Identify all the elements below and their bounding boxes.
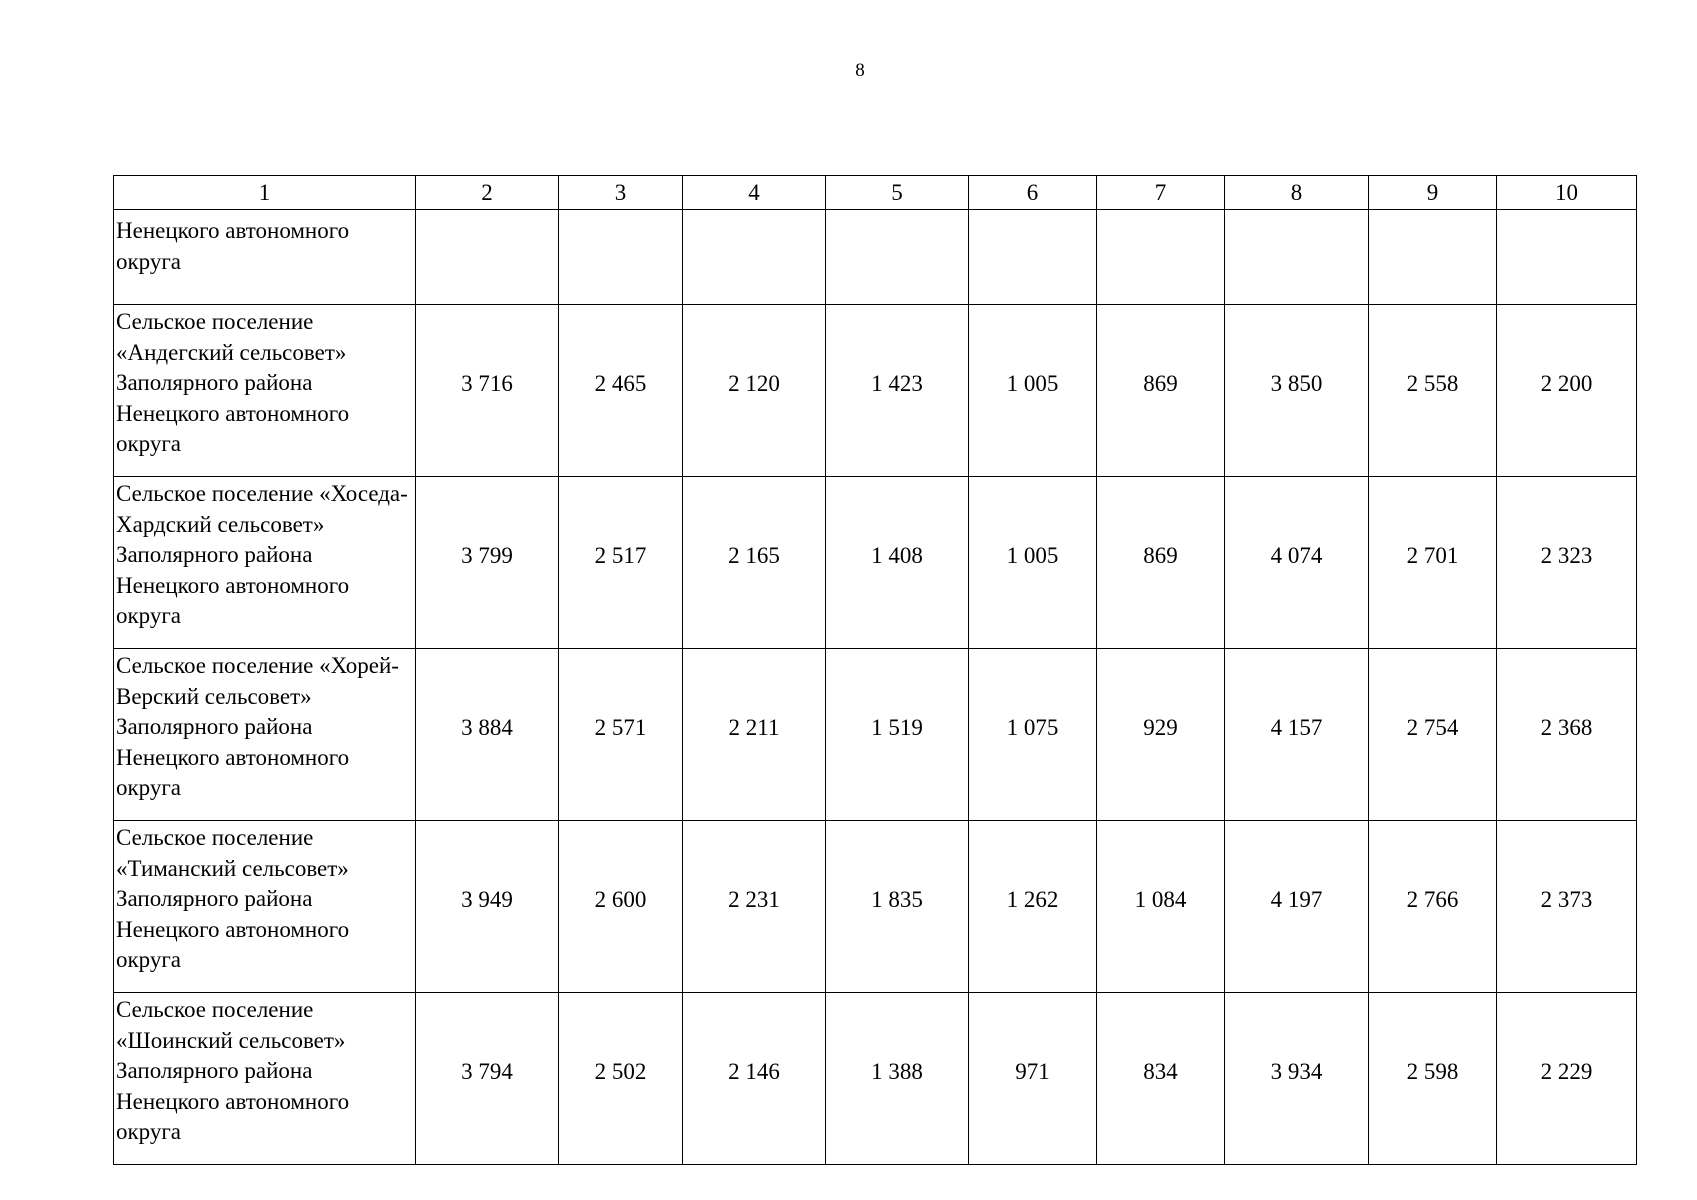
value-cell: 971 xyxy=(969,993,1097,1165)
value-cell: 2 231 xyxy=(683,821,826,993)
value-cell xyxy=(1097,210,1225,305)
value-cell: 1 388 xyxy=(826,993,969,1165)
value-cell: 1 519 xyxy=(826,649,969,821)
value-cell: 1 005 xyxy=(969,305,1097,477)
value-cell: 2 211 xyxy=(683,649,826,821)
data-table xyxy=(113,175,1637,1165)
value-cell: 1 423 xyxy=(826,305,969,477)
value-cell xyxy=(1369,210,1497,305)
value-cell xyxy=(559,210,683,305)
value-cell: 2 600 xyxy=(559,821,683,993)
value-cell: 2 368 xyxy=(1497,649,1637,821)
value-cell: 3 884 xyxy=(416,649,559,821)
value-cell: 2 229 xyxy=(1497,993,1637,1165)
settlement-name: Сельское поселение «Тиманский сельсовет» Заполярного района Ненецкого автономного округа xyxy=(114,821,416,993)
value-cell: 2 502 xyxy=(559,993,683,1165)
settlement-name: Сельское поселение «Хорей-Верский сельсовет» Заполярного района Ненецкого автономного округа xyxy=(114,649,416,821)
value-cell: 3 934 xyxy=(1225,993,1369,1165)
value-cell: 2 558 xyxy=(1369,305,1497,477)
column-number: 9 xyxy=(1369,176,1497,210)
value-cell: 2 701 xyxy=(1369,477,1497,649)
value-cell: 1 835 xyxy=(826,821,969,993)
value-cell: 4 157 xyxy=(1225,649,1369,821)
column-number: 7 xyxy=(1097,176,1225,210)
column-number: 10 xyxy=(1497,176,1637,210)
value-cell: 2 165 xyxy=(683,477,826,649)
settlement-name: Ненецкого автономного округа xyxy=(114,210,416,305)
value-cell: 2 571 xyxy=(559,649,683,821)
value-cell: 2 766 xyxy=(1369,821,1497,993)
settlement-name: Сельское поселение «Хоседа-Хардский сельсовет» Заполярного района Ненецкого автономного округа xyxy=(114,477,416,649)
value-cell: 869 xyxy=(1097,305,1225,477)
value-cell: 1 005 xyxy=(969,477,1097,649)
value-cell: 2 373 xyxy=(1497,821,1637,993)
value-cell xyxy=(969,210,1097,305)
column-number: 6 xyxy=(969,176,1097,210)
table-row xyxy=(114,477,1637,649)
value-cell: 3 850 xyxy=(1225,305,1369,477)
value-cell xyxy=(1497,210,1637,305)
table-row xyxy=(114,305,1637,477)
table-row xyxy=(114,993,1637,1165)
column-number: 4 xyxy=(683,176,826,210)
value-cell: 2 517 xyxy=(559,477,683,649)
column-number: 5 xyxy=(826,176,969,210)
value-cell: 3 716 xyxy=(416,305,559,477)
value-cell: 2 465 xyxy=(559,305,683,477)
value-cell: 869 xyxy=(1097,477,1225,649)
column-number: 3 xyxy=(559,176,683,210)
table-row xyxy=(114,821,1637,993)
continuation-row xyxy=(114,210,1637,305)
value-cell: 2 200 xyxy=(1497,305,1637,477)
column-number: 2 xyxy=(416,176,559,210)
value-cell: 2 754 xyxy=(1369,649,1497,821)
value-cell: 1 262 xyxy=(969,821,1097,993)
value-cell: 3 949 xyxy=(416,821,559,993)
value-cell: 1 084 xyxy=(1097,821,1225,993)
column-number: 8 xyxy=(1225,176,1369,210)
value-cell xyxy=(416,210,559,305)
column-number: 1 xyxy=(114,176,416,210)
settlement-name: Сельское поселение «Шоинский сельсовет» Заполярного района Ненецкого автономного округа xyxy=(114,993,416,1165)
value-cell: 834 xyxy=(1097,993,1225,1165)
value-cell: 1 408 xyxy=(826,477,969,649)
page-number: 8 xyxy=(855,60,865,81)
value-cell: 2 323 xyxy=(1497,477,1637,649)
value-cell xyxy=(683,210,826,305)
value-cell: 4 074 xyxy=(1225,477,1369,649)
table-row xyxy=(114,649,1637,821)
value-cell: 3 799 xyxy=(416,477,559,649)
settlement-name: Сельское поселение «Андегский сельсовет» Заполярного района Ненецкого автономного округа xyxy=(114,305,416,477)
column-number-row xyxy=(114,176,1637,210)
value-cell: 2 598 xyxy=(1369,993,1497,1165)
value-cell xyxy=(826,210,969,305)
value-cell: 3 794 xyxy=(416,993,559,1165)
value-cell: 1 075 xyxy=(969,649,1097,821)
value-cell: 4 197 xyxy=(1225,821,1369,993)
value-cell: 929 xyxy=(1097,649,1225,821)
value-cell: 2 146 xyxy=(683,993,826,1165)
value-cell xyxy=(1225,210,1369,305)
value-cell: 2 120 xyxy=(683,305,826,477)
